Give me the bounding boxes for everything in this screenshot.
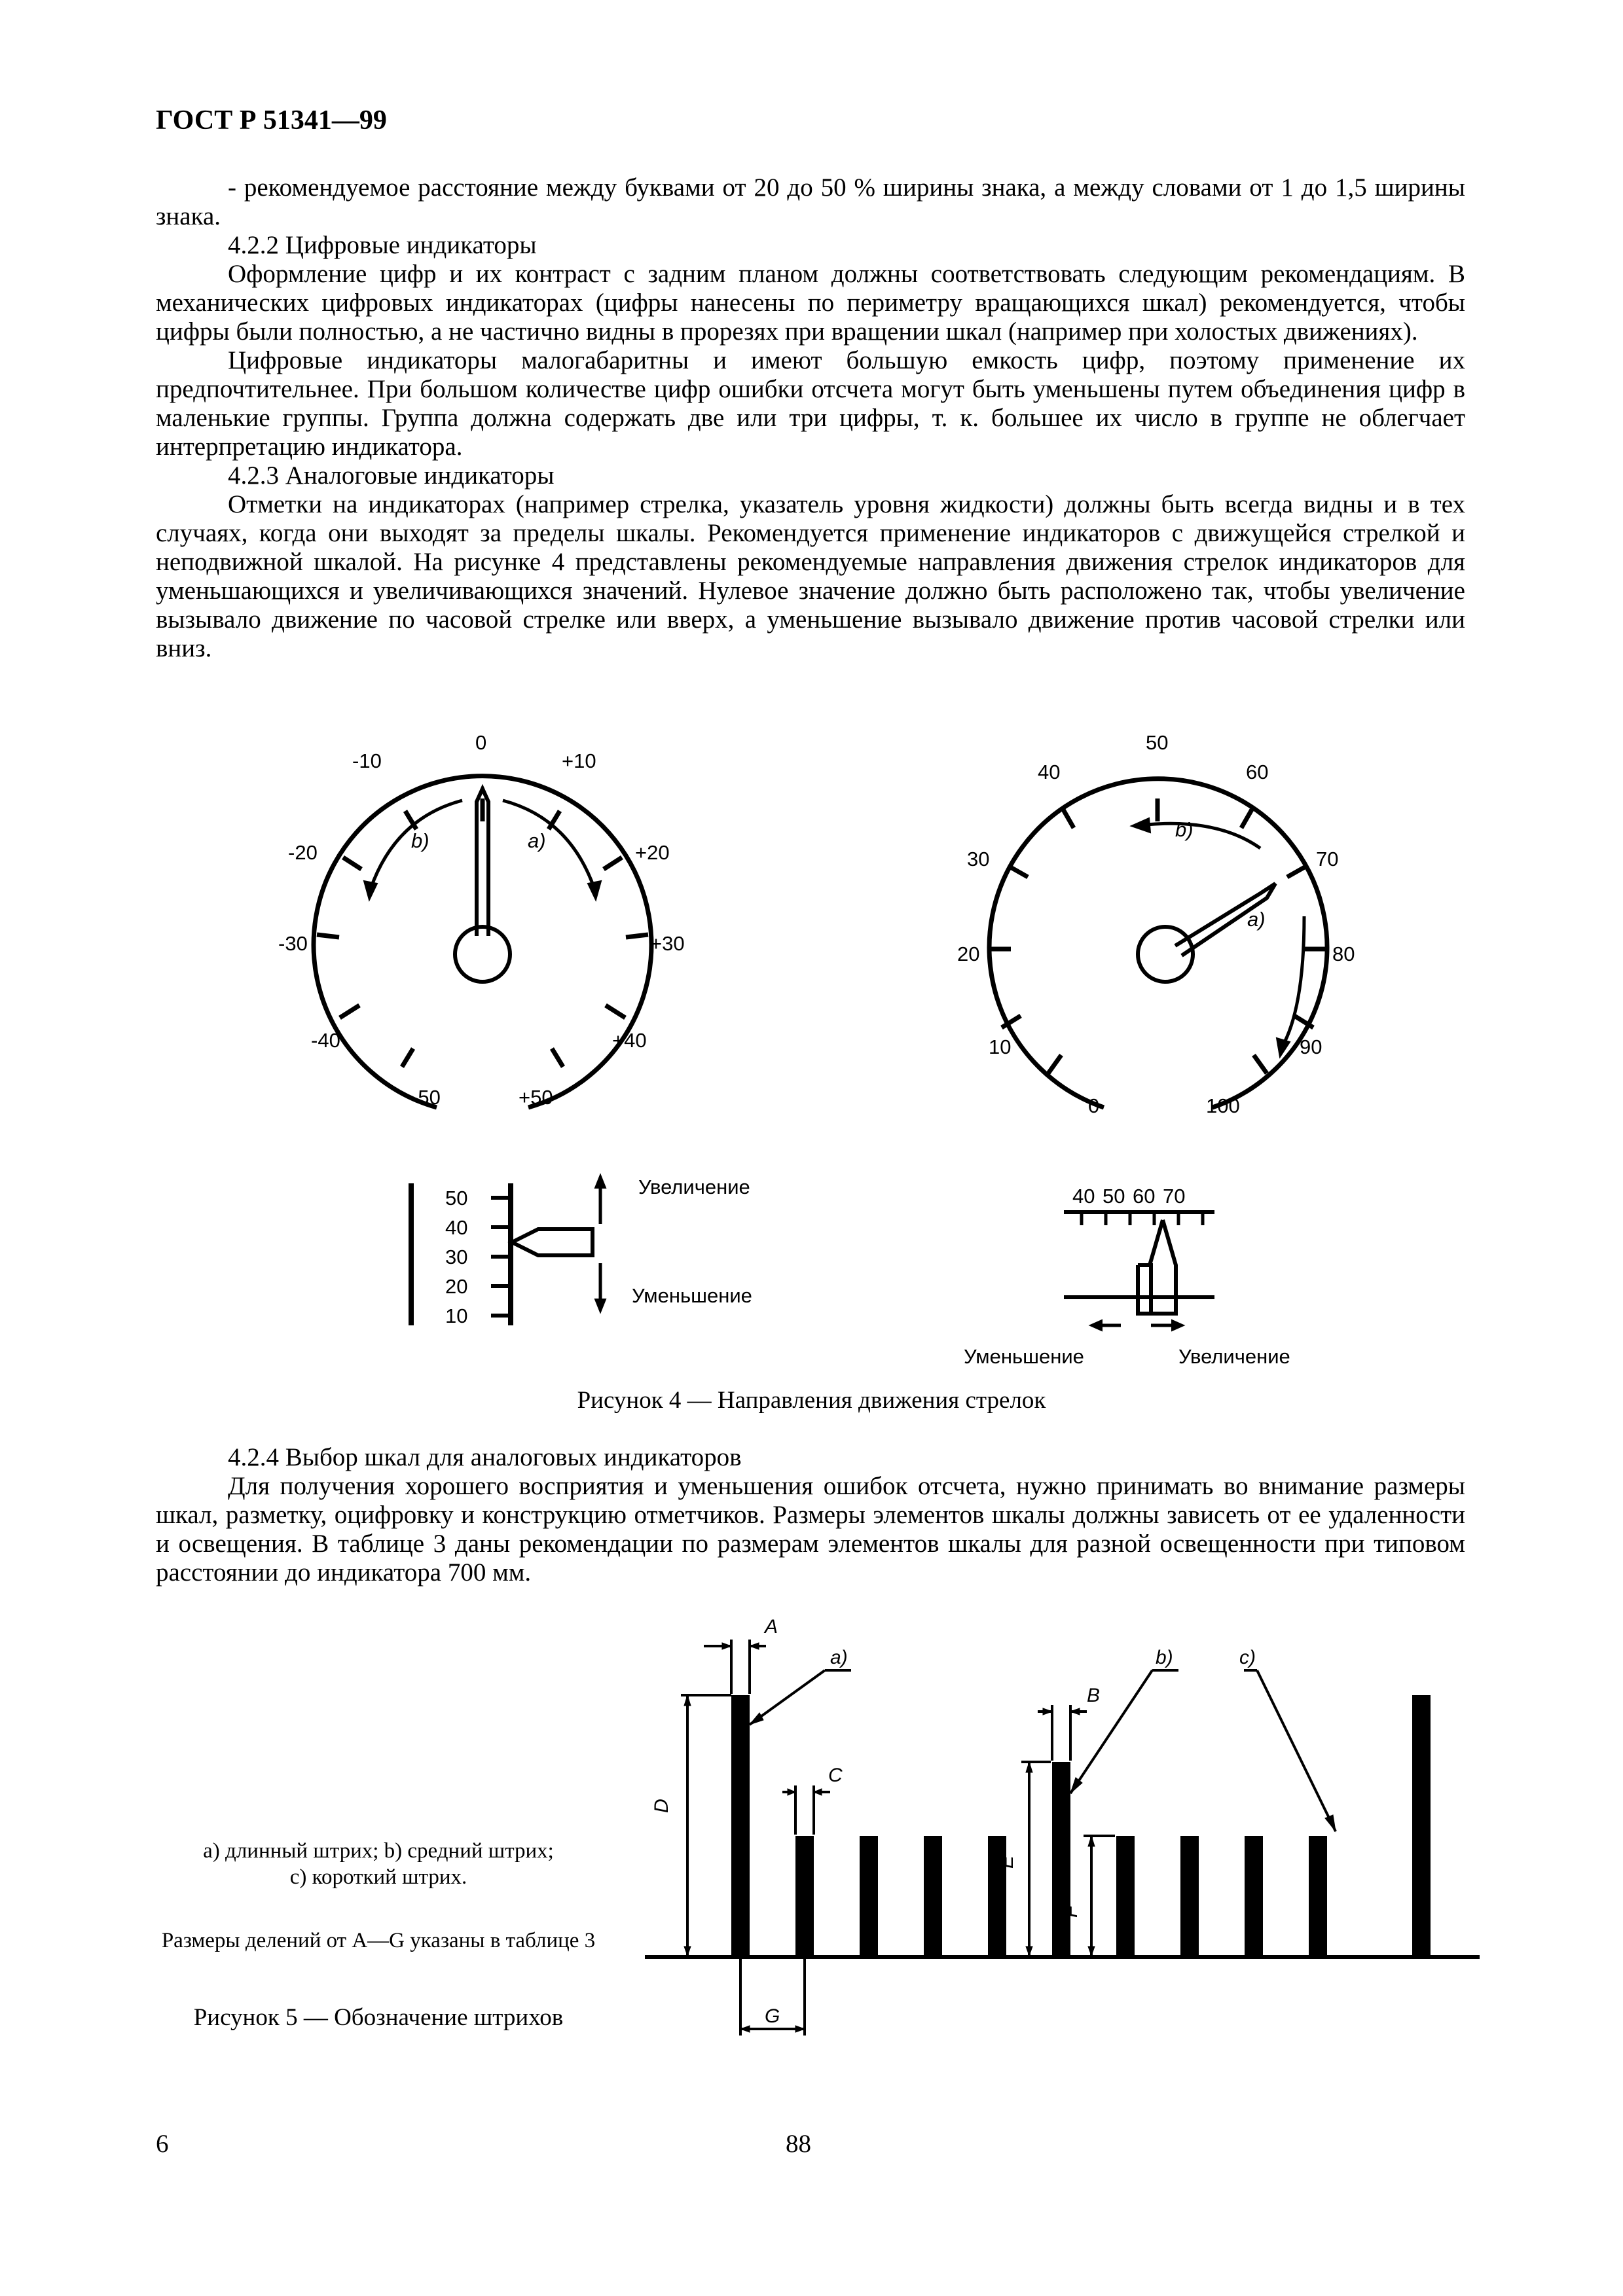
vscale-decrease-label: Уменьшение bbox=[632, 1284, 752, 1307]
figure-5-caption: Рисунок 5 — Обозначение штрихов bbox=[193, 2004, 564, 2031]
vscale-label-10: 10 bbox=[445, 1304, 468, 1327]
legend-line-2: с) короткий штрих. bbox=[289, 1865, 467, 1889]
right-arrow-b-label: b) bbox=[1175, 818, 1194, 841]
text-block-top bbox=[156, 173, 1465, 663]
left-label-minus40: -40 bbox=[311, 1029, 340, 1052]
hscale-label-50: 50 bbox=[1103, 1185, 1125, 1208]
figure-4 bbox=[0, 726, 1623, 1394]
label-a: a) bbox=[830, 1647, 848, 1668]
page-number-center: 88 bbox=[786, 2130, 811, 2158]
paragraph-4: Отметки на индикаторах (например стрелка, указатель уровня жидкости) должны быть всегда видны и в тех случаях, когда они выходят за пределы шкалы. Рекомендуется применение индикаторов с движущейся стрелкой и неподвижной шкалой. На рисунке 4 представлены рекомендуемые направления движения стрелок индикаторов для уменьшающихся и увеличивающихся значений. Нулевое значение должно быть расположено так, чтобы увеличение вызывало движение по часовой стрелке или вверх, а уменьшение вызывало движение против часовой стрелки или вниз. bbox=[156, 490, 1465, 662]
paragraph-2: Оформление цифр и их контраст с задним планом должны соответствовать следующим рекомендациям. В механических цифровых индикаторах (цифры нанесены по периметру вращающихся шкал) рекомендуется, чтобы цифры были полностью, а не частично видны в прорезях при вращении шкал (например при холостых движениях). bbox=[156, 260, 1465, 346]
right-label-60: 60 bbox=[1246, 761, 1269, 783]
horizontal-pointer bbox=[1138, 1220, 1176, 1314]
left-dial-ticks bbox=[317, 798, 648, 1067]
left-label-plus20: +20 bbox=[635, 841, 670, 864]
left-label-plus40: +40 bbox=[612, 1029, 647, 1052]
right-label-40: 40 bbox=[1038, 761, 1061, 783]
bar-long-2 bbox=[1412, 1695, 1431, 1957]
bar-short-4 bbox=[988, 1836, 1006, 1957]
vscale-label-40: 40 bbox=[445, 1216, 468, 1239]
right-arrow-a bbox=[1282, 916, 1304, 1047]
right-dial-ticks bbox=[989, 798, 1326, 1073]
left-label-minus20: -20 bbox=[288, 841, 318, 864]
label-D: D bbox=[651, 1799, 672, 1813]
legend-line-1: а) длинный штрих; b) средний штрих; bbox=[203, 1839, 554, 1863]
left-label-0: 0 bbox=[475, 731, 487, 754]
left-dial-hub bbox=[455, 927, 510, 982]
vscale-label-30: 30 bbox=[445, 1246, 468, 1268]
right-label-80: 80 bbox=[1332, 942, 1355, 965]
label-b: b) bbox=[1156, 1647, 1173, 1668]
left-label-minus30: -30 bbox=[278, 932, 308, 955]
right-label-10: 10 bbox=[989, 1035, 1012, 1058]
bar-long-1 bbox=[731, 1695, 750, 1957]
label-C: C bbox=[828, 1765, 843, 1786]
right-label-50: 50 bbox=[1146, 731, 1169, 754]
right-label-100: 100 bbox=[1206, 1094, 1240, 1117]
heading-4-2-4: 4.2.4 Выбор шкал для аналоговых индикаторов bbox=[228, 1443, 742, 1471]
right-label-20: 20 bbox=[957, 942, 980, 965]
right-label-30: 30 bbox=[967, 848, 990, 870]
left-dial-arc bbox=[314, 776, 651, 1107]
left-arrow-a-label: a) bbox=[528, 829, 546, 852]
figure-5-legend bbox=[156, 1838, 601, 1890]
left-label-plus10: +10 bbox=[562, 749, 596, 772]
left-label-plus30: +30 bbox=[650, 932, 685, 955]
hscale-label-60: 60 bbox=[1133, 1185, 1156, 1208]
right-label-70: 70 bbox=[1316, 848, 1339, 870]
label-A: A bbox=[765, 1616, 778, 1638]
right-arrow-a-label: a) bbox=[1247, 908, 1266, 931]
right-label-0: 0 bbox=[1088, 1094, 1100, 1117]
bar-medium-1 bbox=[1052, 1762, 1070, 1957]
right-dial-arc bbox=[989, 779, 1327, 1107]
bar-short-6 bbox=[1180, 1836, 1199, 1957]
paragraph-1: - рекомендуемое расстояние между буквами от 20 до 50 % ширины знака, а между словами от 1 до 1,5 ширины знака. bbox=[156, 173, 1465, 230]
left-label-minus50: -50 bbox=[411, 1086, 441, 1109]
paragraph-3: Цифровые индикаторы малогабаритны и имеют большую емкость цифр, поэтому применение их предпочтительнее. При большом количестве цифр ошибки отсчета могут быть уменьшены путем объединения цифр в маленькие группы. Группа должна содержать две или три цифры, т. к. большее их число в группе не облегчает интерпретацию индикатора. bbox=[156, 346, 1465, 461]
page-number-left: 6 bbox=[156, 2130, 169, 2158]
bar-short-5 bbox=[1116, 1836, 1135, 1957]
heading-4-2-2: 4.2.2 Цифровые индикаторы bbox=[228, 231, 537, 259]
vscale-label-20: 20 bbox=[445, 1275, 468, 1298]
left-arrow-b-label: b) bbox=[411, 829, 429, 852]
figure-4-caption: Рисунок 4 — Направления движения стрелок bbox=[577, 1387, 1046, 1414]
bar-short-3 bbox=[924, 1836, 942, 1957]
document-header: ГОСТ Р 51341—99 bbox=[156, 105, 387, 135]
hscale-decrease-label: Уменьшение bbox=[964, 1345, 1084, 1368]
text-block-mid bbox=[156, 1443, 1465, 1587]
paragraph-5: Для получения хорошего восприятия и уменьшения ошибок отсчета, нужно принимать во внимание размеры шкал, разметку, оцифровку и конструкцию отметчиков. Размеры элементов шкалы должны зависеть от ее удаленности и освещения. В таблице 3 даны рекомендации по размерам элементов шкалы для разной освещенности при типовом расстоянии до индикатора 700 мм. bbox=[156, 1472, 1465, 1587]
right-label-90: 90 bbox=[1300, 1035, 1322, 1058]
figure-5-note: Размеры делений от A—G указаны в таблице 3 bbox=[161, 1929, 596, 1952]
left-label-plus50: +50 bbox=[519, 1086, 553, 1109]
vscale-increase-label: Увеличение bbox=[638, 1175, 750, 1198]
label-c: c) bbox=[1239, 1647, 1256, 1668]
left-arrow-a bbox=[503, 800, 594, 889]
bar-short-8 bbox=[1309, 1836, 1327, 1957]
hscale-label-40: 40 bbox=[1072, 1185, 1095, 1208]
vertical-pointer bbox=[512, 1229, 593, 1255]
left-label-minus10: -10 bbox=[352, 749, 382, 772]
bar-short-1 bbox=[795, 1836, 814, 1957]
hscale-label-70: 70 bbox=[1163, 1185, 1186, 1208]
label-F: F bbox=[1060, 1905, 1082, 1918]
label-G: G bbox=[765, 2005, 780, 2027]
bar-short-2 bbox=[860, 1836, 878, 1957]
hscale-increase-label: Увеличение bbox=[1178, 1345, 1290, 1368]
vscale-label-50: 50 bbox=[445, 1187, 468, 1210]
label-B: B bbox=[1087, 1685, 1101, 1706]
heading-4-2-3: 4.2.3 Аналоговые индикаторы bbox=[228, 461, 555, 490]
label-E: E bbox=[996, 1855, 1017, 1869]
bar-short-7 bbox=[1245, 1836, 1263, 1957]
